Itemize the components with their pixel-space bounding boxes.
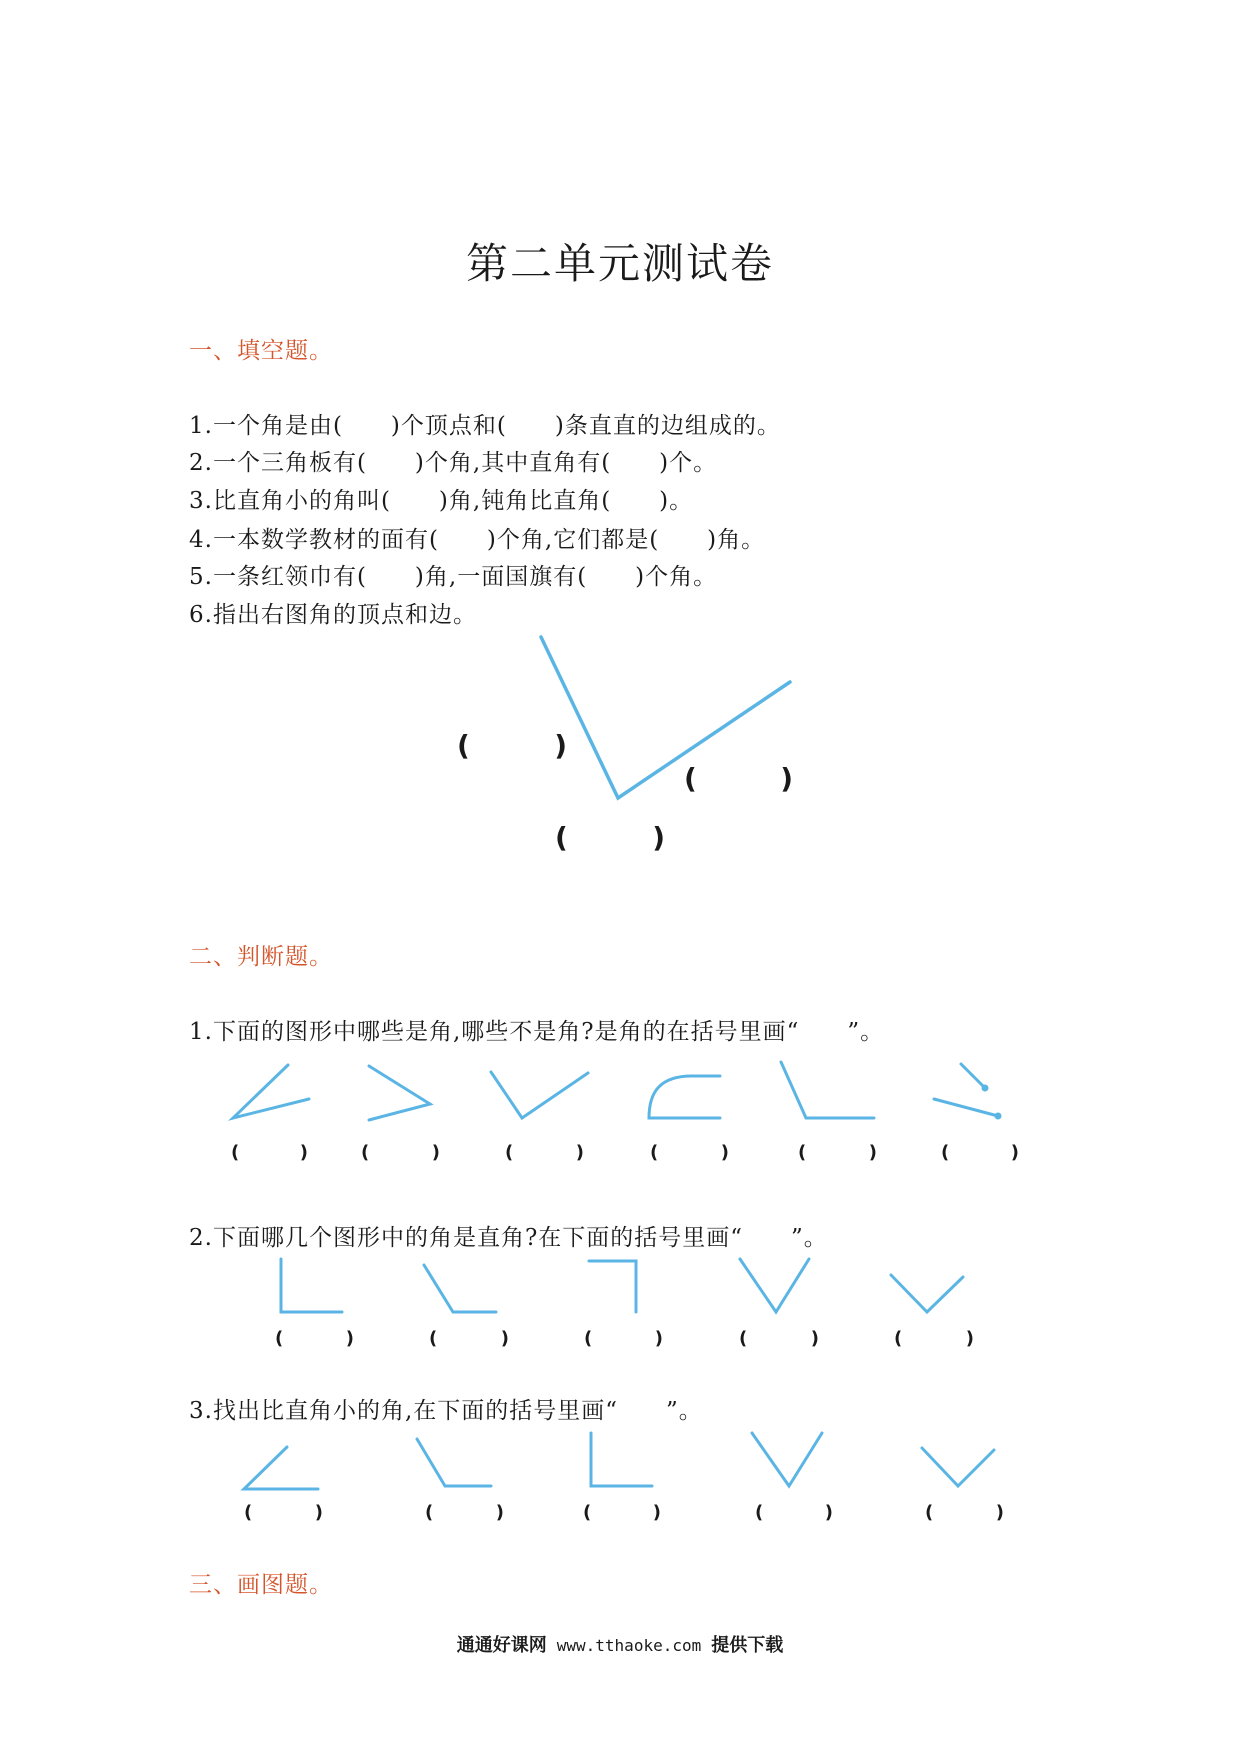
close-paren: ) bbox=[314, 1501, 323, 1523]
close-paren: ) bbox=[431, 1141, 440, 1163]
open-paren: ( bbox=[894, 1327, 903, 1349]
shape-v-right-angle bbox=[922, 1448, 994, 1486]
question-1-3: 3.比直角小的角叫( )角,钝角比直角( )。 bbox=[189, 488, 694, 514]
shape-v-angle bbox=[752, 1433, 822, 1486]
section-heading-drawing: 三、画图题。 bbox=[189, 1572, 333, 1598]
close-paren: ) bbox=[780, 761, 793, 795]
open-paren: ( bbox=[584, 1327, 593, 1349]
question-2-3: 3.找出比直角小的角,在下面的括号里画“ ”。 bbox=[189, 1398, 703, 1424]
footer-url: www.tthaoke.com bbox=[556, 1636, 702, 1655]
footer-suffix: 提供下载 bbox=[711, 1635, 784, 1656]
answer-blank bbox=[361, 1140, 440, 1164]
close-paren: ) bbox=[495, 1501, 504, 1523]
open-paren: ( bbox=[231, 1141, 240, 1163]
open-paren: ( bbox=[429, 1327, 438, 1349]
answer-blank bbox=[505, 1140, 584, 1164]
question-1-5: 5.一条红领巾有( )角,一面国旗有( )个角。 bbox=[189, 564, 718, 590]
close-paren: ) bbox=[824, 1501, 833, 1523]
ray-segment bbox=[934, 1099, 998, 1116]
close-paren: ) bbox=[345, 1327, 354, 1349]
ray-endpoint-dot bbox=[995, 1113, 1002, 1120]
shape-curved-figure bbox=[649, 1076, 720, 1118]
close-paren: ) bbox=[500, 1327, 509, 1349]
question-2-1: 1.下面的图形中哪些是角,哪些不是角?是角的在括号里画“ ”。 bbox=[189, 1019, 885, 1045]
close-paren: ) bbox=[1010, 1141, 1019, 1163]
open-paren: ( bbox=[755, 1501, 764, 1523]
open-paren: ( bbox=[684, 761, 697, 795]
shape-obtuse-angle bbox=[781, 1062, 874, 1118]
close-paren: ) bbox=[965, 1327, 974, 1349]
footer bbox=[0, 1634, 1240, 1658]
section-heading-fill-in: 一、填空题。 bbox=[189, 338, 333, 364]
answer-blank bbox=[583, 1500, 661, 1524]
answer-blank bbox=[584, 1326, 663, 1350]
shape-right-angle-flipped bbox=[589, 1261, 636, 1312]
open-paren: ( bbox=[275, 1327, 284, 1349]
answer-blank bbox=[941, 1140, 1019, 1164]
shape-obtuse-angle bbox=[424, 1265, 496, 1312]
close-paren: ) bbox=[720, 1141, 729, 1163]
open-paren: ( bbox=[361, 1141, 370, 1163]
answer-blank-side-left bbox=[457, 727, 567, 763]
close-paren: ) bbox=[299, 1141, 308, 1163]
open-paren: ( bbox=[457, 728, 470, 762]
close-paren: ) bbox=[575, 1141, 584, 1163]
answer-blank-vertex bbox=[555, 819, 665, 855]
question-1-4: 4.一本数学教材的面有( )个角,它们都是( )角。 bbox=[189, 527, 766, 553]
shape-right-angle bbox=[591, 1433, 652, 1486]
answer-blank bbox=[925, 1500, 1004, 1524]
answer-blank bbox=[798, 1140, 877, 1164]
question-2-2: 2.下面哪几个图形中的角是直角?在下面的括号里画“ ”。 bbox=[189, 1225, 828, 1251]
shape-acute-angle-right bbox=[369, 1066, 430, 1120]
open-paren: ( bbox=[739, 1327, 748, 1349]
shape-v-right-angle bbox=[891, 1275, 963, 1312]
answer-blank bbox=[650, 1140, 729, 1164]
shape-obtuse-angle bbox=[417, 1439, 491, 1486]
answer-blank bbox=[231, 1140, 308, 1164]
open-paren: ( bbox=[650, 1141, 659, 1163]
shape-separated-rays bbox=[934, 1064, 1002, 1120]
question-1-6: 6.指出右图角的顶点和边。 bbox=[189, 602, 477, 628]
open-paren: ( bbox=[244, 1501, 253, 1523]
shape-acute-angle bbox=[233, 1065, 309, 1118]
open-paren: ( bbox=[583, 1501, 592, 1523]
answer-blank-side-right bbox=[684, 760, 793, 796]
shape-v-angle bbox=[740, 1259, 809, 1312]
footer-site-name: 通通好课网 bbox=[456, 1635, 547, 1656]
close-paren: ) bbox=[868, 1141, 877, 1163]
question-1-2: 2.一个三角板有( )个角,其中直角有( )个。 bbox=[189, 450, 718, 476]
ray-segment bbox=[961, 1064, 985, 1088]
open-paren: ( bbox=[798, 1141, 807, 1163]
open-paren: ( bbox=[425, 1501, 434, 1523]
answer-blank bbox=[755, 1500, 833, 1524]
section-heading-true-false: 二、判断题。 bbox=[189, 944, 333, 970]
question-1-1: 1.一个角是由( )个顶点和( )条直直的边组成的。 bbox=[189, 413, 781, 439]
open-paren: ( bbox=[925, 1501, 934, 1523]
page-title: 第二单元测试卷 bbox=[465, 239, 774, 288]
open-paren: ( bbox=[505, 1141, 514, 1163]
answer-blank bbox=[244, 1500, 323, 1524]
answer-blank bbox=[894, 1326, 974, 1350]
open-paren: ( bbox=[555, 820, 568, 854]
close-paren: ) bbox=[554, 728, 567, 762]
close-paren: ) bbox=[652, 820, 665, 854]
shape-acute-angle bbox=[244, 1447, 318, 1489]
answer-blank bbox=[739, 1326, 819, 1350]
shape-v-angle bbox=[491, 1072, 588, 1118]
shape-right-angle bbox=[281, 1259, 342, 1312]
answer-blank bbox=[429, 1326, 509, 1350]
open-paren: ( bbox=[941, 1141, 950, 1163]
answer-blank bbox=[425, 1500, 504, 1524]
close-paren: ) bbox=[652, 1501, 661, 1523]
close-paren: ) bbox=[810, 1327, 819, 1349]
ray-endpoint-dot bbox=[982, 1085, 989, 1092]
answer-blank bbox=[275, 1326, 354, 1350]
close-paren: ) bbox=[995, 1501, 1004, 1523]
close-paren: ) bbox=[654, 1327, 663, 1349]
